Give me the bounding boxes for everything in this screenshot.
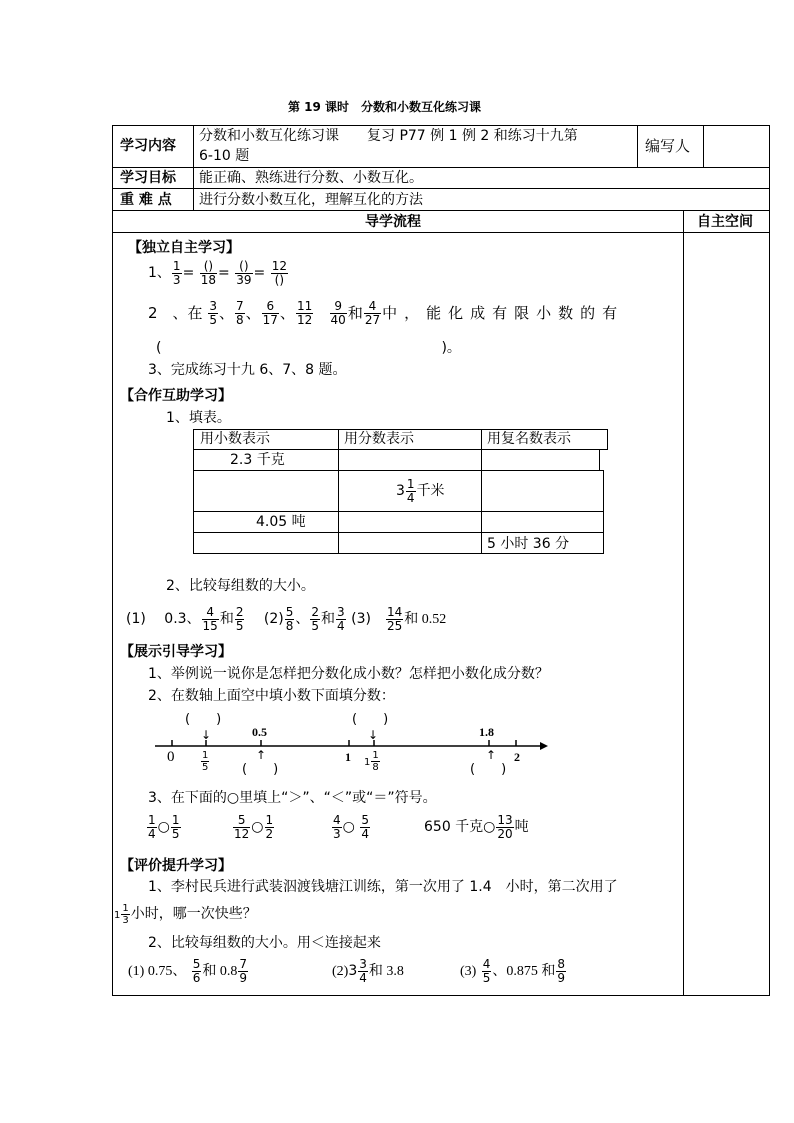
nl-top-paren-2: ( ) bbox=[352, 712, 389, 727]
nl-two: 2 bbox=[514, 750, 520, 764]
s4-compare-1: (1) 0.75、 $\frac{5}{6}$ 和 0.8 $\frac{7}{9}$ bbox=[128, 956, 248, 985]
nl-label-18: 1.8 bbox=[479, 725, 494, 739]
td-r4c3: 5 小时 36 分 bbox=[487, 536, 570, 552]
up-arrow-icon: ↑ bbox=[486, 748, 497, 762]
goal-label: 学习目标 bbox=[120, 170, 176, 186]
author-label: 编写人 bbox=[645, 137, 691, 155]
s3-compare-4: 650 千克○ $\frac{13}{20}$ 吨 bbox=[424, 812, 529, 841]
td-r2c2: 3 $\frac{1}{4}$ 千米 bbox=[396, 476, 445, 505]
nl-one: 1 bbox=[345, 750, 351, 764]
content-label: 学习内容 bbox=[120, 138, 176, 154]
s4-q1-line2: 1 $\frac{1}{3}$ 小时，哪一次快些？ bbox=[114, 902, 257, 926]
down-arrow-icon: ↓ bbox=[201, 728, 212, 742]
section-heading-2: 【合作互助学习】 bbox=[120, 388, 232, 404]
th-fraction: 用分数表示 bbox=[344, 431, 414, 447]
s1-q2-paren: ( )。 bbox=[156, 340, 461, 356]
nl-frac-1-5: $\frac{1}{5}$ bbox=[202, 749, 209, 773]
s3-q3: 3、在下面的○里填上“＞”、“＜”或“＝”符号。 bbox=[148, 790, 437, 806]
s2-compare-row: (1) 0.3、 $\frac{4}{15}$ 和 $\frac{2}{5}$ (2) $\frac{5}{8}$ 、 $\frac{2}{5}$ 和 $\frac{3}{4}$ (3) $\frac{14}{25}$ 和 0.52 bbox=[126, 604, 447, 633]
nl-label-05: 0.5 bbox=[252, 725, 267, 739]
nl-bottom-paren-1: ( ) bbox=[242, 762, 279, 777]
s4-compare-2: (2)3 $\frac{3}{4}$ 和 3.8 bbox=[332, 956, 404, 985]
s4-q1-line1: 1、李村民兵进行武装泅渡钱塘江训练，第一次用了 1.4 小时，第二次用了 bbox=[148, 879, 618, 895]
td-r1c1: 2.3 千克 bbox=[230, 452, 285, 468]
nl-bottom-paren-2: ( ) bbox=[470, 762, 507, 777]
s1-q3: 3、完成练习十九 6、7、8 题。 bbox=[148, 362, 347, 378]
goal-value: 能正确、熟练进行分数、小数互化。 bbox=[199, 170, 423, 186]
flow-label: 导学流程 bbox=[365, 214, 421, 230]
s3-q1: 1、举例说一说你是怎样把分数化成小数？怎样把小数化成分数？ bbox=[148, 666, 549, 682]
section-heading-3: 【展示引导学习】 bbox=[120, 644, 232, 660]
s3-compare-row: $\frac{1}{4}$ ○ $\frac{1}{5}$ bbox=[148, 812, 180, 841]
s3-q2: 2、在数轴上面空中填小数下面填分数： bbox=[148, 688, 395, 704]
section-heading-1: 【独立自主学习】 bbox=[128, 240, 240, 256]
s1-q2: 2 、在 $\frac{3}{5}$ 、 $\frac{7}{8}$ 、 $\frac{6}{17}$ 、 $\frac{11}{12}$ $\frac{9}{40}$ 和 $\frac{4}{27}$ 中，能化成有限小数的有 bbox=[148, 299, 625, 327]
up-arrow-icon: ↑ bbox=[256, 748, 267, 762]
s2-q1: 1、填表。 bbox=[166, 410, 231, 426]
nl-top-paren-1: ( ) bbox=[185, 712, 222, 727]
key-value: 进行分数小数互化，理解互化的方法 bbox=[199, 192, 423, 208]
content-value-2: 6-10 题 bbox=[199, 148, 250, 164]
th-compound: 用复名数表示 bbox=[487, 431, 571, 447]
td-r3c1: 4.05 吨 bbox=[256, 514, 306, 530]
key-label: 重 难 点 bbox=[120, 192, 172, 208]
nl-frac-1-1-8: 1 $\frac{1}{8}$ bbox=[364, 749, 379, 773]
s4-q2: 2、比较每组数的大小。用＜连接起来 bbox=[148, 935, 381, 951]
s3-compare-3: $\frac{4}{3}$ ○ $\frac{5}{4}$ bbox=[333, 812, 369, 841]
page-title: 第 19 课时 分数和小数互化练习课 bbox=[288, 100, 482, 114]
s1-q1: 1、 $\frac{1}{3}$ = $\frac{()}{18}$ = $\frac{()}{39}$ = $\frac{12}{()}$ bbox=[148, 258, 287, 287]
s4-compare-3: (3) $\frac{4}{5}$ 、0.875 和 $\frac{8}{9}$ bbox=[460, 956, 566, 985]
down-arrow-icon: ↓ bbox=[368, 728, 379, 742]
content-value-1: 分数和小数互化练习课 复习 P77 例 1 例 2 和练习十九第 bbox=[199, 128, 578, 144]
space-label: 自主空间 bbox=[697, 214, 753, 230]
nl-zero: 0 bbox=[167, 749, 175, 765]
s2-q2: 2、比较每组数的大小。 bbox=[166, 578, 315, 594]
s3-compare-2: $\frac{5}{12}$ ○ $\frac{1}{2}$ bbox=[234, 812, 274, 841]
th-decimal: 用小数表示 bbox=[200, 431, 270, 447]
section-heading-4: 【评价提升学习】 bbox=[120, 858, 232, 874]
